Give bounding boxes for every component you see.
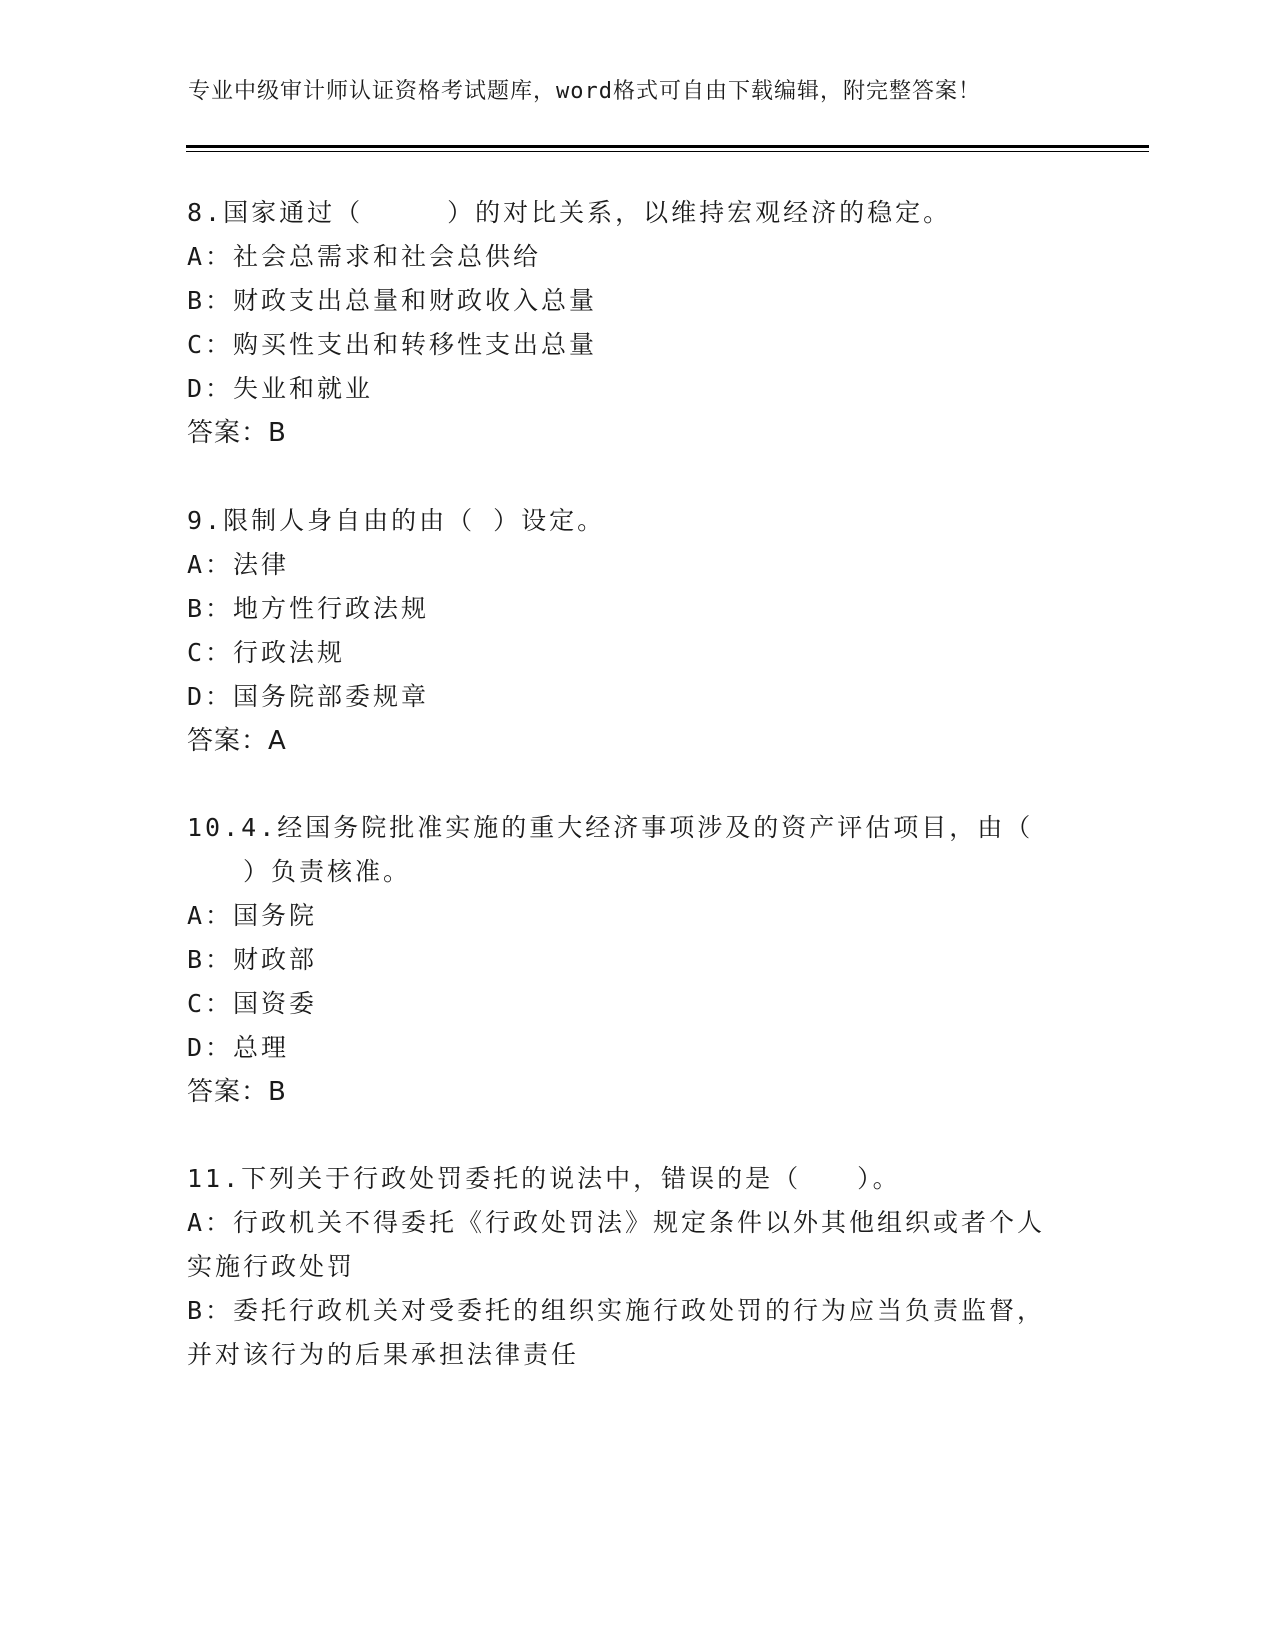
question-10-stem-line2: ）负责核准。 <box>187 857 412 886</box>
question-9-stem: 9.限制人身自由的由（ ）设定。 <box>187 506 606 535</box>
question-11-option-a-line2: 实施行政处罚 <box>187 1252 356 1281</box>
question-11-option-a-line1: A：行政机关不得委托《行政处罚法》规定条件以外其他组织或者个人 <box>187 1208 1046 1237</box>
question-10-option-a: A：国务院 <box>187 901 318 930</box>
question-10-option-b: B：财政部 <box>187 945 318 974</box>
question-9-option-d: D：国务院部委规章 <box>187 682 430 711</box>
page-header: 专业中级审计师认证资格考试题库，word格式可自由下载编辑，附完整答案！ <box>188 79 981 104</box>
question-8-option-d: D：失业和就业 <box>187 374 374 403</box>
question-8-option-c: C：购买性支出和转移性支出总量 <box>187 330 598 359</box>
question-8-answer: 答案：B <box>187 418 287 448</box>
question-8-option-b: B：财政支出总量和财政收入总量 <box>187 286 598 315</box>
question-9-answer: 答案：A <box>187 726 287 756</box>
question-8-stem: 8.国家通过（ ）的对比关系，以维持宏观经济的稳定。 <box>187 198 952 227</box>
question-10-option-c: C：国资委 <box>187 989 318 1018</box>
header-rule-thin <box>186 151 1149 152</box>
header-rule-thick <box>186 145 1149 148</box>
question-10-option-d: D：总理 <box>187 1033 290 1062</box>
question-8-option-a: A：社会总需求和社会总供给 <box>187 242 542 271</box>
question-9-option-b: B：地方性行政法规 <box>187 594 430 623</box>
question-11-option-b-line1: B：委托行政机关对受委托的组织实施行政处罚的行为应当负责监督， <box>187 1296 1046 1325</box>
question-11-option-b-line2: 并对该行为的后果承担法律责任 <box>187 1340 580 1369</box>
question-9-option-c: C：行政法规 <box>187 638 346 667</box>
question-10-answer: 答案：B <box>187 1077 287 1107</box>
question-9-option-a: A：法律 <box>187 550 290 579</box>
question-10-stem-line1: 10.4.经国务院批准实施的重大经济事项涉及的资产评估项目，由（ <box>187 813 1034 842</box>
question-11-stem: 11.下列关于行政处罚委托的说法中，错误的是（ ）。 <box>187 1164 901 1193</box>
